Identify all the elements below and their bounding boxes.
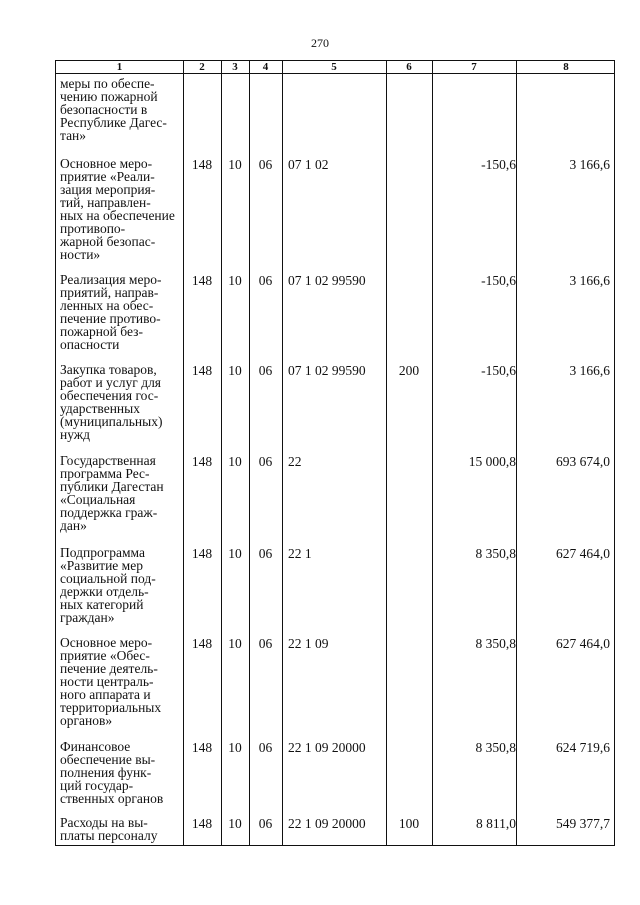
row-name: Государственная программа Рес- публики Дагестан «Социальная поддержка граж- дан» xyxy=(60,453,164,533)
header-divider xyxy=(56,73,614,74)
row-total: 627 464,0 xyxy=(556,636,610,651)
row-grbs: 148 xyxy=(191,816,213,831)
column-header-7: 7 xyxy=(471,61,477,73)
row-pr: 06 xyxy=(258,273,273,288)
column-divider xyxy=(249,61,250,845)
row-total: 624 719,6 xyxy=(556,740,610,755)
row-vr: 200 xyxy=(398,363,420,378)
row-pr: 06 xyxy=(258,363,273,378)
row-total: 549 377,7 xyxy=(556,816,610,831)
row-rz: 10 xyxy=(228,157,242,172)
column-divider xyxy=(282,61,283,845)
column-header-5: 5 xyxy=(331,61,337,73)
column-header-8: 8 xyxy=(563,61,569,73)
row-rz: 10 xyxy=(228,273,242,288)
row-csr: 22 1 09 20000 xyxy=(288,816,366,831)
row-pr: 06 xyxy=(258,157,273,172)
row-grbs: 148 xyxy=(191,636,213,651)
row-csr: 07 1 02 99590 xyxy=(288,363,366,378)
row-name: Реализация меро- приятий, направ- ленных на обес- печение противо- пожарной без- опасности xyxy=(60,272,162,352)
page-number: 270 xyxy=(311,36,329,50)
row-rz: 10 xyxy=(228,740,242,755)
row-name: Закупка товаров, работ и услуг для обеспечения гос- ударственных (муниципальных) нужд xyxy=(60,362,163,442)
row-grbs: 148 xyxy=(191,546,213,561)
row-name: Основное меро- приятие «Обес- печение деятель- ности централь- ного аппарата и территориальных органов» xyxy=(60,635,162,728)
row-total: 3 166,6 xyxy=(569,157,610,172)
column-divider xyxy=(432,61,433,845)
row-change: 8 811,0 xyxy=(476,816,516,831)
row-change: 15 000,8 xyxy=(468,454,516,469)
row-change: 8 350,8 xyxy=(475,740,516,755)
row-pr: 06 xyxy=(258,740,273,755)
row-csr: 22 1 09 20000 xyxy=(288,740,366,755)
column-header-6: 6 xyxy=(406,61,412,73)
row-pr: 06 xyxy=(258,636,273,651)
row-csr: 22 1 xyxy=(288,546,312,561)
row-grbs: 148 xyxy=(191,157,213,172)
row-total: 693 674,0 xyxy=(556,454,610,469)
column-divider xyxy=(516,61,517,845)
row-csr: 07 1 02 99590 xyxy=(288,273,366,288)
row-csr: 22 1 09 xyxy=(288,636,329,651)
column-header-1: 1 xyxy=(116,61,123,73)
row-pr: 06 xyxy=(258,816,273,831)
row-csr: 07 1 02 xyxy=(288,157,329,172)
row-grbs: 148 xyxy=(191,363,213,378)
row-csr: 22 xyxy=(288,454,302,469)
column-divider xyxy=(183,61,184,845)
row-name: Подпрограмма «Развитие мер социальной под- держки отдель- ных категорий граждан» xyxy=(60,545,156,625)
column-divider xyxy=(386,61,387,845)
row-grbs: 148 xyxy=(191,273,213,288)
row-change: -150,6 xyxy=(481,157,516,172)
row-vr: 100 xyxy=(398,816,420,831)
row-grbs: 148 xyxy=(191,740,213,755)
row-change: 8 350,8 xyxy=(475,546,516,561)
row-total: 627 464,0 xyxy=(556,546,610,561)
row-rz: 10 xyxy=(228,546,242,561)
row-name: Основное меро- приятие «Реали- зация мероприя- тий, направлен- ных на обеспечение противопо- жарной безопас- ности» xyxy=(60,156,175,262)
row-rz: 10 xyxy=(228,454,242,469)
row-name: Финансовое обеспечение вы- полнения функ- ций государ- ственных органов xyxy=(60,739,164,806)
row-grbs: 148 xyxy=(191,454,213,469)
continuation-text: меры по обеспе- чению пожарной безопасности в Республике Дагес- тан» xyxy=(60,76,167,143)
column-header-3: 3 xyxy=(232,61,238,73)
row-change: 8 350,8 xyxy=(475,636,516,651)
row-change: -150,6 xyxy=(481,273,516,288)
row-name: Расходы на вы- платы персоналу xyxy=(60,815,158,843)
row-pr: 06 xyxy=(258,546,273,561)
row-rz: 10 xyxy=(228,636,242,651)
row-total: 3 166,6 xyxy=(569,363,610,378)
column-header-4: 4 xyxy=(262,61,269,73)
column-divider xyxy=(221,61,222,845)
budget-table xyxy=(55,60,615,846)
row-rz: 10 xyxy=(228,816,242,831)
row-total: 3 166,6 xyxy=(569,273,610,288)
column-header-2: 2 xyxy=(199,61,205,73)
row-change: -150,6 xyxy=(481,363,516,378)
row-pr: 06 xyxy=(258,454,273,469)
row-rz: 10 xyxy=(228,363,242,378)
